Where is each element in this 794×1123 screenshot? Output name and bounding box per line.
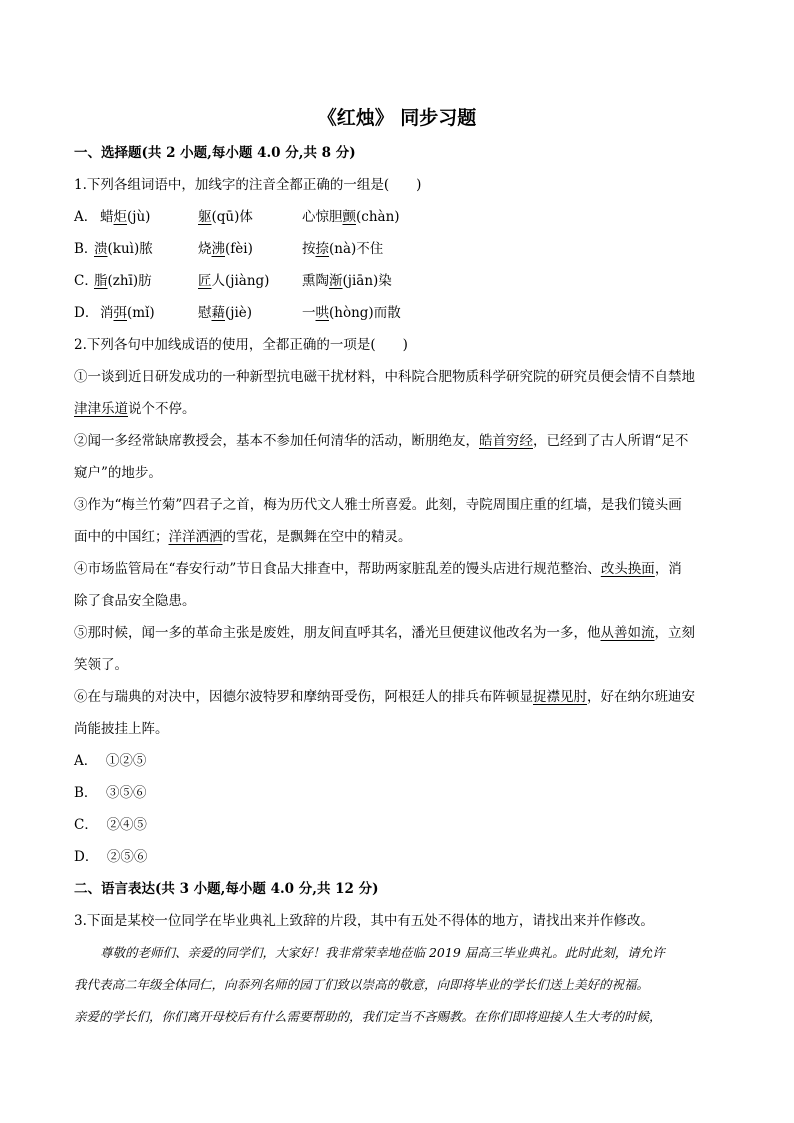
q2-option-d: D． ②⑤⑥ bbox=[74, 849, 148, 865]
question-3-stem: 3.下面是某校一位同学在毕业典礼上致辞的片段，其中有五处不得体的地方，请找出来并作修改。 bbox=[74, 913, 654, 929]
option-word-3: 按捺(nà)不住 bbox=[302, 241, 384, 257]
q2-sentence-5-line-2: 笑领了。 bbox=[74, 657, 128, 673]
q3-passage-line-1: 尊敬的老师们、亲爱的同学们，大家好！我非常荣幸地莅临 2019 届高三毕业典礼。此时此刻，请允许 bbox=[100, 945, 665, 960]
q2-option-a: A． ①②⑤ bbox=[74, 753, 147, 769]
q2-sentence-5-line-1: ⑤那时候，闻一多的革命主张是废姓，朋友间直呼其名，潘光旦便建议他改名为一多，他从善如流，立刻 bbox=[74, 625, 695, 641]
section-1-heading: 一、选择题(共 2 小题,每小题 4.0 分,共 8 分) bbox=[74, 145, 356, 161]
option-word-3: 心惊胆颤(chàn) bbox=[302, 209, 400, 225]
option-letter: D． bbox=[74, 305, 99, 321]
option-word-3: 一哄(hòng)而散 bbox=[302, 305, 401, 321]
question-1-stem: 1.下列各组词语中，加线字的注音全都正确的一组是( ) bbox=[74, 177, 422, 193]
q2-sentence-6-line-1: ⑥在与瑞典的对决中，因德尔波特罗和摩纳哥受伤，阿根廷人的排兵布阵顿显捉襟见肘，好在纳尔班迪安 bbox=[74, 689, 695, 705]
q2-sentence-6-line-2: 尚能披挂上阵。 bbox=[74, 721, 169, 737]
option-word-1: 脂(zhī)肪 bbox=[94, 273, 152, 289]
q2-sentence-3-line-2: 面中的中国红；洋洋洒洒的雪花，是飘舞在空中的精灵。 bbox=[74, 529, 412, 545]
q2-sentence-1-line-1: ①一谈到近日研发成功的一种新型抗电磁干扰材料，中科院合肥物质科学研究院的研究员便会情不自禁地 bbox=[74, 369, 695, 385]
q2-sentence-4-line-2: 除了食品安全隐患。 bbox=[74, 593, 196, 609]
q2-sentence-1-line-2: 津津乐道说个不停。 bbox=[74, 401, 196, 417]
section-2-heading: 二、语言表达(共 3 小题,每小题 4.0 分,共 12 分) bbox=[74, 881, 379, 897]
q2-option-b: B． ③⑤⑥ bbox=[74, 785, 147, 801]
option-word-2: 慰藉(jiè) bbox=[198, 305, 253, 321]
q2-sentence-2-line-2: 窥户”的地步。 bbox=[74, 465, 162, 481]
q3-passage-line-2: 我代表高二年级全体同仁，向忝列名师的园丁们致以崇高的敬意，向即将毕业的学长们送上美好的祝福。 bbox=[74, 977, 650, 992]
option-letter: A． bbox=[74, 209, 98, 225]
option-letter: C． bbox=[74, 273, 98, 289]
option-word-2: 躯(qū)体 bbox=[198, 209, 253, 225]
option-word-1: 蜡炬(jù) bbox=[100, 209, 151, 225]
option-letter: B． bbox=[74, 241, 98, 257]
q2-sentence-3-line-1: ③作为“梅兰竹菊”四君子之首，梅为历代文人雅士所喜爱。此刻，寺院周围庄重的红墙，是我们镜头画 bbox=[74, 497, 682, 513]
option-word-2: 匠人(jiàng) bbox=[198, 273, 270, 289]
q3-passage-line-3: 亲爱的学长们，你们离开母校后有什么需要帮助的，我们定当不吝赐教。在你们即将迎接人生大考的时候， bbox=[74, 1009, 662, 1024]
option-word-2: 烧沸(fèi) bbox=[198, 241, 253, 257]
q2-sentence-4-line-1: ④市场监管局在“春安行动”节日食品大排查中，帮助两家脏乱差的馒头店进行规范整治、改头换面，消 bbox=[74, 561, 682, 577]
q2-sentence-2-line-1: ②闻一多经常缺席教授会，基本不参加任何清华的活动，断朋绝友，皓首穷经，已经到了古人所谓“足不 bbox=[74, 433, 689, 449]
question-2-stem: 2.下列各句中加线成语的使用，全都正确的一项是( ) bbox=[74, 337, 408, 353]
option-word-3: 熏陶渐(jiān)染 bbox=[302, 273, 392, 289]
q2-option-c: C． ②④⑤ bbox=[74, 817, 147, 833]
option-word-1: 消弭(mǐ) bbox=[100, 305, 155, 321]
page-title: 《红烛》 同步习题 bbox=[317, 107, 477, 129]
option-word-1: 溃(kuì)脓 bbox=[94, 241, 153, 257]
